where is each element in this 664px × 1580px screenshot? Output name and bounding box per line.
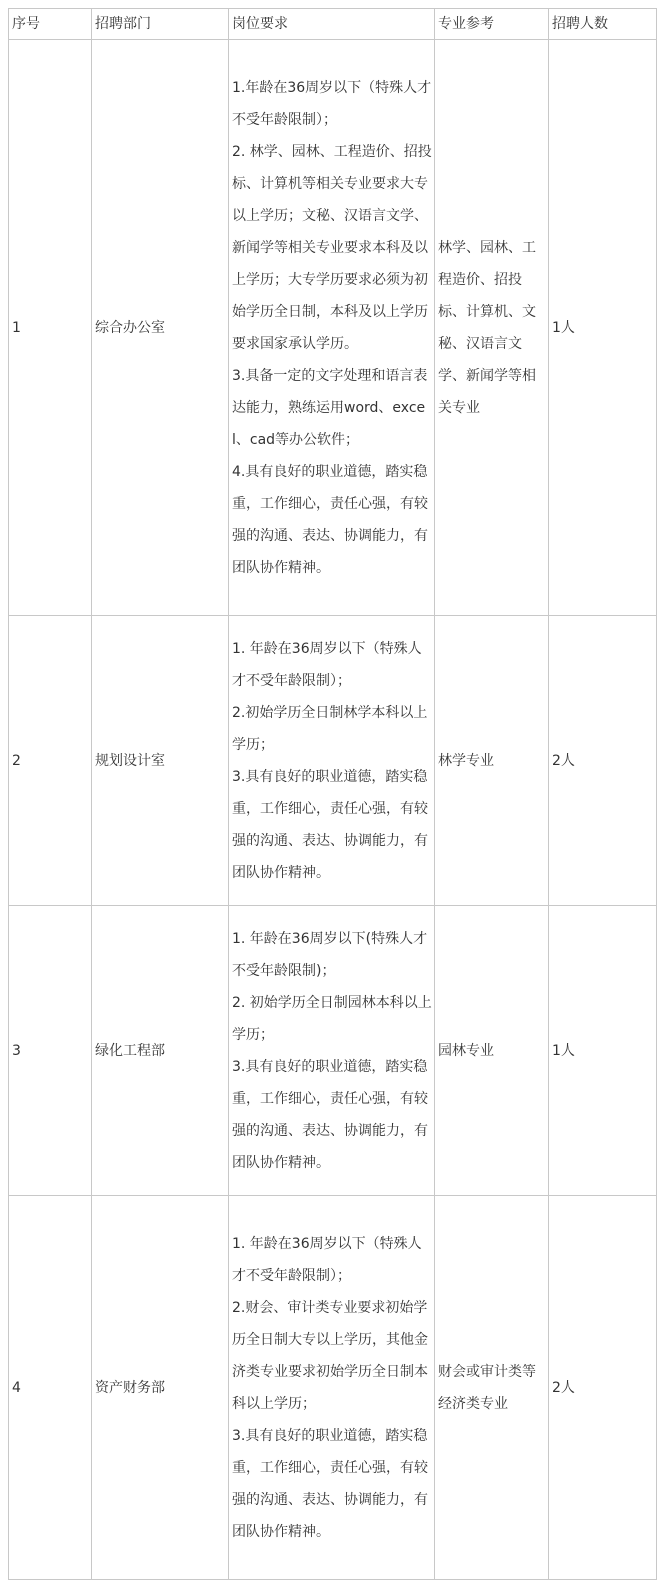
row-major: 林学专业	[435, 616, 549, 906]
requirement-item: 3.具有良好的职业道德，踏实稳重，工作细心，责任心强，有较强的沟通、表达、协调能力，有团队协作精神。	[232, 1427, 428, 1540]
requirement-item: 2. 初始学历全日制园林本科以上学历；	[232, 994, 432, 1043]
header-count: 招聘人数	[549, 9, 657, 40]
table-row	[9, 1196, 657, 1580]
row-requirements	[229, 616, 435, 906]
row-major: 林学、园林、工程造价、招投标、计算机、文秘、汉语言文学、新闻学等相关专业	[435, 40, 549, 616]
header-no: 序号	[9, 9, 92, 40]
row-no: 2	[9, 616, 92, 906]
row-requirements	[229, 1196, 435, 1580]
recruitment-table	[8, 8, 657, 1580]
row-no: 4	[9, 1196, 92, 1580]
row-count: 1人	[549, 906, 657, 1196]
table-header-row	[9, 9, 657, 40]
row-count: 2人	[549, 1196, 657, 1580]
requirement-item: 2.财会、审计类专业要求初始学历全日制大专以上学历，其他金济类专业要求初始学历全日制本科以上学历；	[232, 1299, 428, 1412]
requirement-item: 1. 年龄在36周岁以下（特殊人才不受年龄限制）；	[232, 640, 422, 689]
requirement-item: 1. 年龄在36周岁以下(特殊人才不受年龄限制)；	[232, 930, 428, 979]
row-dept: 资产财务部	[92, 1196, 229, 1580]
row-count: 1人	[549, 40, 657, 616]
table-row	[9, 40, 657, 616]
requirement-item: 3.具有良好的职业道德，踏实稳重，工作细心，责任心强，有较强的沟通、表达、协调能力，有团队协作精神。	[232, 768, 428, 881]
row-requirements	[229, 906, 435, 1196]
header-major: 专业参考	[435, 9, 549, 40]
row-dept: 绿化工程部	[92, 906, 229, 1196]
header-requirements: 岗位要求	[229, 9, 435, 40]
row-major: 园林专业	[435, 906, 549, 1196]
requirement-item: 1. 年龄在36周岁以下（特殊人才不受年龄限制）；	[232, 1235, 422, 1284]
header-dept: 招聘部门	[92, 9, 229, 40]
requirement-item: 2.初始学历全日制林学本科以上学历；	[232, 704, 428, 753]
requirement-item: 1.年龄在36周岁以下（特殊人才不受年龄限制）；	[232, 79, 432, 128]
row-dept: 规划设计室	[92, 616, 229, 906]
row-requirements	[229, 40, 435, 616]
row-no: 3	[9, 906, 92, 1196]
row-dept: 综合办公室	[92, 40, 229, 616]
row-no: 1	[9, 40, 92, 616]
requirement-item: 4.具有良好的职业道德，踏实稳重，工作细心，责任心强，有较强的沟通、表达、协调能力，有团队协作精神。	[232, 463, 428, 576]
table-row	[9, 616, 657, 906]
requirement-item: 3.具有良好的职业道德，踏实稳重，工作细心，责任心强，有较强的沟通、表达、协调能力，有团队协作精神。	[232, 1058, 428, 1171]
row-major: 财会或审计类等经济类专业	[435, 1196, 549, 1580]
requirement-item: 2. 林学、园林、工程造价、招投标、计算机等相关专业要求大专以上学历；文秘、汉语言文学、新闻学等相关专业要求本科及以上学历；大专学历要求必须为初始学历全日制，本科及以上学历要求国家承认学历。	[232, 143, 432, 352]
row-count: 2人	[549, 616, 657, 906]
table-row	[9, 906, 657, 1196]
requirement-item: 3.具备一定的文字处理和语言表达能力，熟练运用word、excel、cad等办公软件；	[232, 367, 428, 448]
